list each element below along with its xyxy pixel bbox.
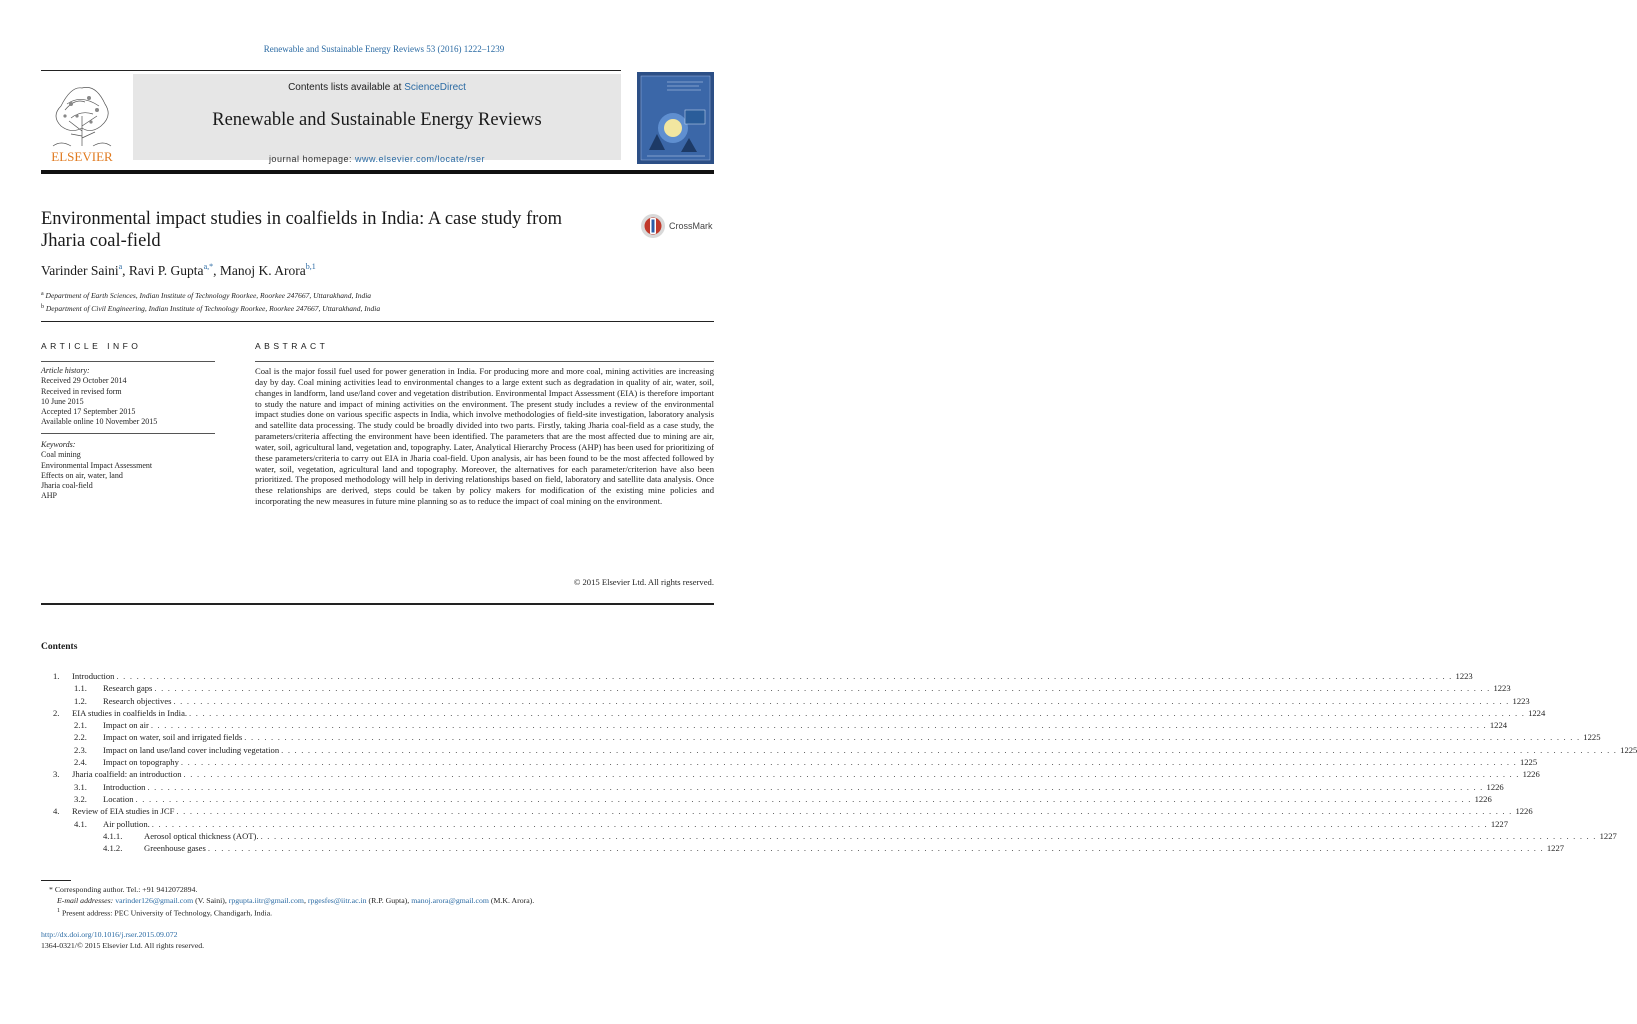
history-item: Received 29 October 2014 (41, 376, 127, 386)
email-link[interactable]: manoj.arora@gmail.com (411, 895, 489, 905)
toc-entry[interactable] (41, 707, 1546, 719)
toc-entry[interactable] (41, 719, 1508, 731)
author-affiliation-mark[interactable]: a,* (203, 262, 214, 271)
keyword-item: Coal mining (41, 450, 81, 460)
contents-prefix: Contents lists available at (288, 82, 405, 93)
keyword-item: Effects on air, water, land (41, 470, 123, 480)
keyword-item: Jharia coal-field (41, 481, 93, 491)
toc-leader-dots: . . . . . . . . . . . . . . . . . . . . . . . . . . . . . . . . . . . . . . . . . . . . . . . . . . . . . . . . . . . . . . . . . . . . . . . . . . . . . . . . . . . . . . . . . . . . . . . . . . . . . . . . . . . . . . . . . . . . . . . . . . . . . . . . . . . . . . . . . . . . . . . . . . . . . . . . . . . . . . . . . . . . . . . . . . . . . . . . . . . . . . . . . . . . . . . . . . . . . . . . (154, 683, 1491, 694)
toc-entry-title[interactable]: Impact on water, soil and irrigated fields (103, 732, 243, 743)
toc-entry[interactable] (41, 781, 1504, 793)
history-item: Available online 10 November 2015 (41, 417, 158, 427)
toc-leader-dots: . . . . . . . . . . . . . . . . . . . . . . . . . . . . . . . . . . . . . . . . . . . . . . . . . . . . . . . . . . . . . . . . . . . . . . . . . . . . . . . . . . . . . . . . . . . . . . . . . . . . . . . . . . . . . . . . . . . . . . . . . . . . . . . . . . . . . . . . . . . . . . . . . . . . . . . . . . . . . . . . . . . . . . . . . . . . . . . . . . . . . . . . . . . . . . . . . . . . . . . . (150, 720, 1487, 731)
copyright-notice: © 2015 Elsevier Ltd. All rights reserved. (573, 577, 714, 587)
article-info-heading: ARTICLE INFO (41, 341, 142, 351)
toc-entry[interactable] (41, 744, 1637, 756)
homepage-link[interactable]: www.elsevier.com/locate/rser (355, 154, 486, 164)
article-history (41, 366, 215, 428)
toc-leader-dots: . . . . . . . . . . . . . . . . . . . . . . . . . . . . . . . . . . . . . . . . . . . . . . . . . . . . . . . . . . . . . . . . . . . . . . . . . . . . . . . . . . . . . . . . . . . . . . . . . . . . . . . . . . . . . . . . . . . . . . . . . . . . . . . . . . . . . . . . . . . . . . . . . . . . . . . . . . . . . . . . . . . . . . . . . . . . . . . . . . . . . . . . . . . . . . . . . . . . . . . . (183, 769, 1520, 780)
toc-entry-page: 1223 (1453, 670, 1473, 682)
author-name[interactable]: Varinder Saini (41, 263, 119, 278)
journal-name: Renewable and Sustainable Energy Reviews (212, 110, 542, 130)
toc-entry[interactable] (41, 756, 1538, 768)
history-item: 10 June 2015 (41, 396, 84, 406)
journal-header (41, 70, 714, 166)
toc-entry-page: 1226 (1484, 781, 1504, 793)
toc-entry-title[interactable]: Review of EIA studies in JCF (72, 806, 175, 817)
toc-entry-number: 2.3. (74, 744, 87, 755)
toc-entry-title[interactable]: Impact on air (103, 720, 149, 731)
toc-leader-dots: . . . . . . . . . . . . . . . . . . . . . . . . . . . . . . . . . . . . . . . . . . . . . . . . . . . . . . . . . . . . . . . . . . . . . . . . . . . . . . . . . . . . . . . . . . . . . . . . . . . . . . . . . . . . . . . . . . . . . . . . . . . . . . . . . . . . . . . . . . . . . . . . . . . . . . . . . . . . . . . . . . . . . . . . . . . . . . . . . . . . . . . . . . . . . . . . . . . . . . . . (116, 671, 1453, 681)
toc-leader-dots: . . . . . . . . . . . . . . . . . . . . . . . . . . . . . . . . . . . . . . . . . . . . . . . . . . . . . . . . . . . . . . . . . . . . . . . . . . . . . . . . . . . . . . . . . . . . . . . . . . . . . . . . . . . . . . . . . . . . . . . . . . . . . . . . . . . . . . . . . . . . . . . . . . . . . . . . . . . . . . . . . . . . . . . . . . . . . . . . . . . . . . . . . . . . . . . . . . . . . . . . (147, 781, 1484, 792)
homepage-prefix: journal homepage: (268, 154, 355, 164)
toc-entry-title[interactable]: Impact on land use/land cover including vegetation (103, 744, 280, 755)
toc-entry-number: 4.1.1. (103, 830, 123, 841)
toc-entry-number: 2.4. (74, 757, 87, 768)
toc-entry-number: 1.1. (74, 683, 87, 694)
toc-entry-page: 1223 (1490, 682, 1510, 694)
author-affiliation-mark[interactable]: a (118, 262, 123, 271)
toc-entry-number: 1. (53, 671, 60, 681)
toc-entry[interactable] (41, 842, 1565, 854)
toc-entry-number: 2.2. (74, 732, 87, 743)
toc-leader-dots: . . . . . . . . . . . . . . . . . . . . . . . . . . . . . . . . . . . . . . . . . . . . . . . . . . . . . . . . . . . . . . . . . . . . . . . . . . . . . . . . . . . . . . . . . . . . . . . . . . . . . . . . . . . . . . . . . . . . . . . . . . . . . . . . . . . . . . . . . . . . . . . . . . . . . . . . . . . . . . . . . . . . . . . . . . . . . . . . . . . . . . . . . . . . . . . . . . . . . . . . (173, 695, 1510, 706)
toc-entry-number: 1.2. (74, 695, 87, 706)
toc-entry-title[interactable]: Jharia coalfield: an introduction (72, 769, 182, 780)
issn-line: 1364-0321/© 2015 Elsevier Ltd. All rights reserved. (41, 940, 205, 950)
keyword-item: Environmental Impact Assessment (41, 460, 153, 470)
toc-entry[interactable] (41, 695, 1530, 707)
toc-entry-page: 1225 (1617, 744, 1637, 756)
toc-entry[interactable] (41, 670, 1473, 682)
toc-entry[interactable] (41, 805, 1533, 817)
toc-entry[interactable] (41, 731, 1601, 743)
header-panel (133, 74, 621, 164)
toc-leader-dots: . . . . . . . . . . . . . . . . . . . . . . . . . . . . . . . . . . . . . . . . . . . . . . . . . . . . . . . . . . . . . . . . . . . . . . . . . . . . . . . . . . . . . . . . . . . . . . . . . . . . . . . . . . . . . . . . . . . . . . . . . . . . . . . . . . . . . . . . . . . . . . . . . . . . . . . . . . . . . . . . . . . . . . . . . . . . . . . . . . . . . . . . . . . . . . . . . . . . . . . . (189, 707, 1526, 718)
toc-entry-page: 1227 (1597, 830, 1617, 842)
toc-entry-number: 4. (53, 806, 60, 817)
email-link[interactable]: varinder126@gmail.com (115, 895, 194, 905)
email-addresses-note: E-mail addresses: varinder126@gmail.com (V. Saini), rpgupta.iitr@gmail.com, rpgesfes@iitr.ac.in (R.P. Gupta), manoj.arora@gmail.com (M.K. Arora). (57, 895, 535, 905)
doi-block (41, 930, 204, 951)
toc-leader-dots: . . . . . . . . . . . . . . . . . . . . . . . . . . . . . . . . . . . . . . . . . . . . . . . . . . . . . . . . . . . . . . . . . . . . . . . . . . . . . . . . . . . . . . . . . . . . . . . . . . . . . . . . . . . . . . . . . . . . . . . . . . . . . . . . . . . . . . . . . . . . . . . . . . . . . . . . . . . . . . . . . . . . . . . . . . . . . . . . . . . . . . . . . . . . . . . . . . . . . . . . (260, 830, 1597, 841)
elsevier-tree-logo (41, 76, 123, 164)
journal-citation[interactable]: Renewable and Sustainable Energy Reviews 53 (2016) 1222–1239 (263, 44, 505, 54)
toc-entry-number: 3.1. (74, 781, 87, 792)
keywords (41, 440, 215, 502)
history-label: Article history: (41, 366, 90, 375)
email-link[interactable]: rpgupta.iitr@gmail.com (228, 895, 304, 905)
toc-entry-number: 2.1. (74, 720, 87, 731)
toc-entry[interactable] (41, 830, 1617, 842)
present-address-note: $^1$ Present address: PEC University of Technology, Chandigarh, India. (57, 908, 273, 918)
toc-entry-title[interactable]: Location (103, 793, 134, 804)
doi-link[interactable]: http://dx.doi.org/10.1016/j.rser.2015.09.072 (41, 930, 178, 939)
toc-leader-dots: . . . . . . . . . . . . . . . . . . . . . . . . . . . . . . . . . . . . . . . . . . . . . . . . . . . . . . . . . . . . . . . . . . . . . . . . . . . . . . . . . . . . . . . . . . . . . . . . . . . . . . . . . . . . . . . . . . . . . . . . . . . . . . . . . . . . . . . . . . . . . . . . . . . . . . . . . . . . . . . . . . . . . . . . . . . . . . . . . . . . . . . . . . . . . . . . . . . . . . . . (180, 757, 1517, 768)
header-bottom-rule (41, 170, 714, 174)
author-name[interactable]: Ravi P. Gupta (128, 263, 204, 278)
affiliation-line: $^a$ Department of Earth Sciences, Indian Institute of Technology Roorkee, Roorkee 247667, Uttarakhand, India (41, 291, 372, 300)
abstract-heading: ABSTRACT (255, 341, 329, 351)
toc-entry-title[interactable]: Research objectives (103, 695, 172, 706)
author-affiliation-mark[interactable]: b,1 (305, 262, 316, 271)
toc-entry-title[interactable]: Air pollution. (103, 818, 150, 829)
toc-entry-title[interactable]: Introduction (72, 671, 115, 681)
toc-entry-number: 3. (53, 769, 60, 780)
toc-leader-dots: . . . . . . . . . . . . . . . . . . . . . . . . . . . . . . . . . . . . . . . . . . . . . . . . . . . . . . . . . . . . . . . . . . . . . . . . . . . . . . . . . . . . . . . . . . . . . . . . . . . . . . . . . . . . . . . . . . . . . . . . . . . . . . . . . . . . . . . . . . . . . . . . . . . . . . . . . . . . . . . . . . . . . . . . . . . . . . . . . . . . . . . . . . . . . . . . . . . . . . . . (151, 818, 1488, 829)
abstract-rule (255, 361, 714, 362)
toc-entry-page: 1226 (1512, 805, 1532, 817)
affiliations (41, 289, 380, 314)
abstract-text: Coal is the major fossil fuel used for power generation in India. For producing more and more coal, mining activities are increasing day by day. Coal mining activities lead to environmental changes to a large extent such as degradation in quality of air, water, soil, changes in landform, land use/land cover and vegetation distribution. Environmental Impact Assessment (EIA) is therefore important to study the nature and impact of mining activities on the environment. The present study includes a review of the environmental impact studies done on various specific aspects in India, which involve methodologies of field-site investigation, laboratory analysis and satellite data processing. The study could be broadly divided into two parts. Firstly, taking Jharia coal-field as a case study, the parameters/criteria affecting the environment have been identified. The parameters that are the most affected due to mining are air, water, soil, agricultural land, vegetation and, topography. Later, Analytical Hierarchy Process (AHP) has been used for prioritizing of these parameters/criteria to carry out EIA in Jharia coal-field. Upon analysis, air has been found to be the most affected followed by water, soil, vegetation, agricultural land and topography. Moreover, the alternatives for each parameter/criterion have also been prioritized. The proposed methodology will help in deriving relationships based on field, laboratory and satellite data analysis. Once these relationships are derived, steps could be taken by policy makers for modification of the existing mine policies and incorporating the new measures in future mine planning so as to reduce the impact of coal mining on the environment. (255, 366, 714, 507)
email-link[interactable]: rpgesfes@iitr.ac.in (307, 895, 367, 905)
toc-entry[interactable] (41, 682, 1511, 694)
toc-leader-dots: . . . . . . . . . . . . . . . . . . . . . . . . . . . . . . . . . . . . . . . . . . . . . . . . . . . . . . . . . . . . . . . . . . . . . . . . . . . . . . . . . . . . . . . . . . . . . . . . . . . . . . . . . . . . . . . . . . . . . . . . . . . . . . . . . . . . . . . . . . . . . . . . . . . . . . . . . . . . . . . . . . . . . . . . . . . . . . . . . . . . . . . . . . . . . . . . . . . . . . . . (281, 744, 1618, 755)
toc-entry[interactable] (41, 793, 1492, 805)
toc-leader-dots: . . . . . . . . . . . . . . . . . . . . . . . . . . . . . . . . . . . . . . . . . . . . . . . . . . . . . . . . . . . . . . . . . . . . . . . . . . . . . . . . . . . . . . . . . . . . . . . . . . . . . . . . . . . . . . . . . . . . . . . . . . . . . . . . . . . . . . . . . . . . . . . . . . . . . . . . . . . . . . . . . . . . . . . . . . . . . . . . . . . . . . . . . . . . . . . . . . . . . . . . (135, 793, 1472, 804)
footnote-rule (41, 880, 71, 881)
contents-title: Contents (41, 642, 78, 652)
toc-entry-page: 1225 (1580, 731, 1600, 743)
crossmark-badge[interactable] (640, 212, 716, 240)
toc-entry-number: 3.2. (74, 793, 87, 804)
journal-homepage-line (133, 154, 621, 164)
footnotes (41, 885, 714, 919)
toc-entry-title[interactable]: Research gaps (103, 683, 153, 694)
toc-entry-page: 1223 (1510, 695, 1530, 707)
toc-entry-page: 1224 (1525, 707, 1545, 719)
toc-entry-number: 4.1. (74, 818, 87, 829)
svg-text:ELSEVIER: ELSEVIER (51, 149, 113, 164)
toc-leader-dots: . . . . . . . . . . . . . . . . . . . . . . . . . . . . . . . . . . . . . . . . . . . . . . . . . . . . . . . . . . . . . . . . . . . . . . . . . . . . . . . . . . . . . . . . . . . . . . . . . . . . . . . . . . . . . . . . . . . . . . . . . . . . . . . . . . . . . . . . . . . . . . . . . . . . . . . . . . . . . . . . . . . . . . . . . . . . . . . . . . . . . . . . . . . . . . . . . . . . . . . . (176, 806, 1513, 817)
table-of-contents (41, 670, 1637, 854)
affiliation-line: $^b$ Department of Civil Engineering, Indian Institute of Technology Roorkee, Roorkee 247667, Uttarakhand, India (41, 303, 381, 313)
section-divider (41, 603, 714, 605)
toc-entry-page: 1227 (1488, 818, 1508, 830)
toc-entry-title[interactable]: Aerosol optical thickness (AOT). (144, 830, 259, 841)
header-top-rule (41, 70, 621, 71)
toc-entry-page: 1224 (1487, 719, 1507, 731)
toc-entry-title[interactable]: Impact on topography (103, 757, 179, 768)
toc-entry-title[interactable]: Introduction (103, 781, 146, 792)
article-info-rule (41, 361, 215, 362)
toc-entry-number: 2. (53, 707, 60, 718)
toc-entry-page: 1225 (1517, 756, 1537, 768)
toc-entry[interactable] (41, 768, 1540, 780)
toc-entry-title[interactable]: EIA studies in coalfields in India. (72, 707, 188, 718)
article-title: Environmental impact studies in coalfields in India: A case study from Jharia coal-field (41, 209, 562, 251)
toc-entry-page: 1226 (1520, 768, 1540, 780)
history-item: Accepted 17 September 2015 (41, 407, 136, 417)
sciencedirect-link[interactable]: ScienceDirect (404, 82, 466, 93)
article-info-rule (41, 433, 215, 434)
toc-entry-page: 1226 (1472, 793, 1492, 805)
corresponding-author-note: * Corresponding author. Tel.: +91 9412072894. (49, 885, 198, 894)
toc-entry-page: 1227 (1544, 842, 1564, 854)
history-item: Received in revised form (41, 386, 122, 396)
keyword-item: AHP (41, 491, 58, 501)
keywords-label: Keywords: (41, 440, 76, 449)
toc-entry-number: 4.1.2. (103, 843, 123, 854)
svg-text:CrossMark: CrossMark (669, 221, 713, 231)
toc-entry[interactable] (41, 818, 1509, 830)
author-list: Varinder Saini$^a$, Ravi P. Gupta$^{a,*}$, Manoj K. Arora$^{b,1}$ (41, 262, 316, 278)
toc-leader-dots: . . . . . . . . . . . . . . . . . . . . . . . . . . . . . . . . . . . . . . . . . . . . . . . . . . . . . . . . . . . . . . . . . . . . . . . . . . . . . . . . . . . . . . . . . . . . . . . . . . . . . . . . . . . . . . . . . . . . . . . . . . . . . . . . . . . . . . . . . . . . . . . . . . . . . . . . . . . . . . . . . . . . . . . . . . . . . . . . . . . . . . . . . . . . . . . . . . . . . . . . (244, 732, 1581, 743)
author-name[interactable]: Manoj K. Arora (219, 263, 306, 278)
toc-entry-title[interactable]: Greenhouse gases (144, 843, 206, 854)
toc-leader-dots: . . . . . . . . . . . . . . . . . . . . . . . . . . . . . . . . . . . . . . . . . . . . . . . . . . . . . . . . . . . . . . . . . . . . . . . . . . . . . . . . . . . . . . . . . . . . . . . . . . . . . . . . . . . . . . . . . . . . . . . . . . . . . . . . . . . . . . . . . . . . . . . . . . . . . . . . . . . . . . . . . . . . . . . . . . . . . . . . . . . . . . . . . . . . . . . . . . . . . . . . (207, 843, 1544, 854)
contents-available-line (133, 82, 621, 93)
section-divider (41, 321, 714, 322)
journal-cover-image[interactable] (637, 72, 714, 164)
